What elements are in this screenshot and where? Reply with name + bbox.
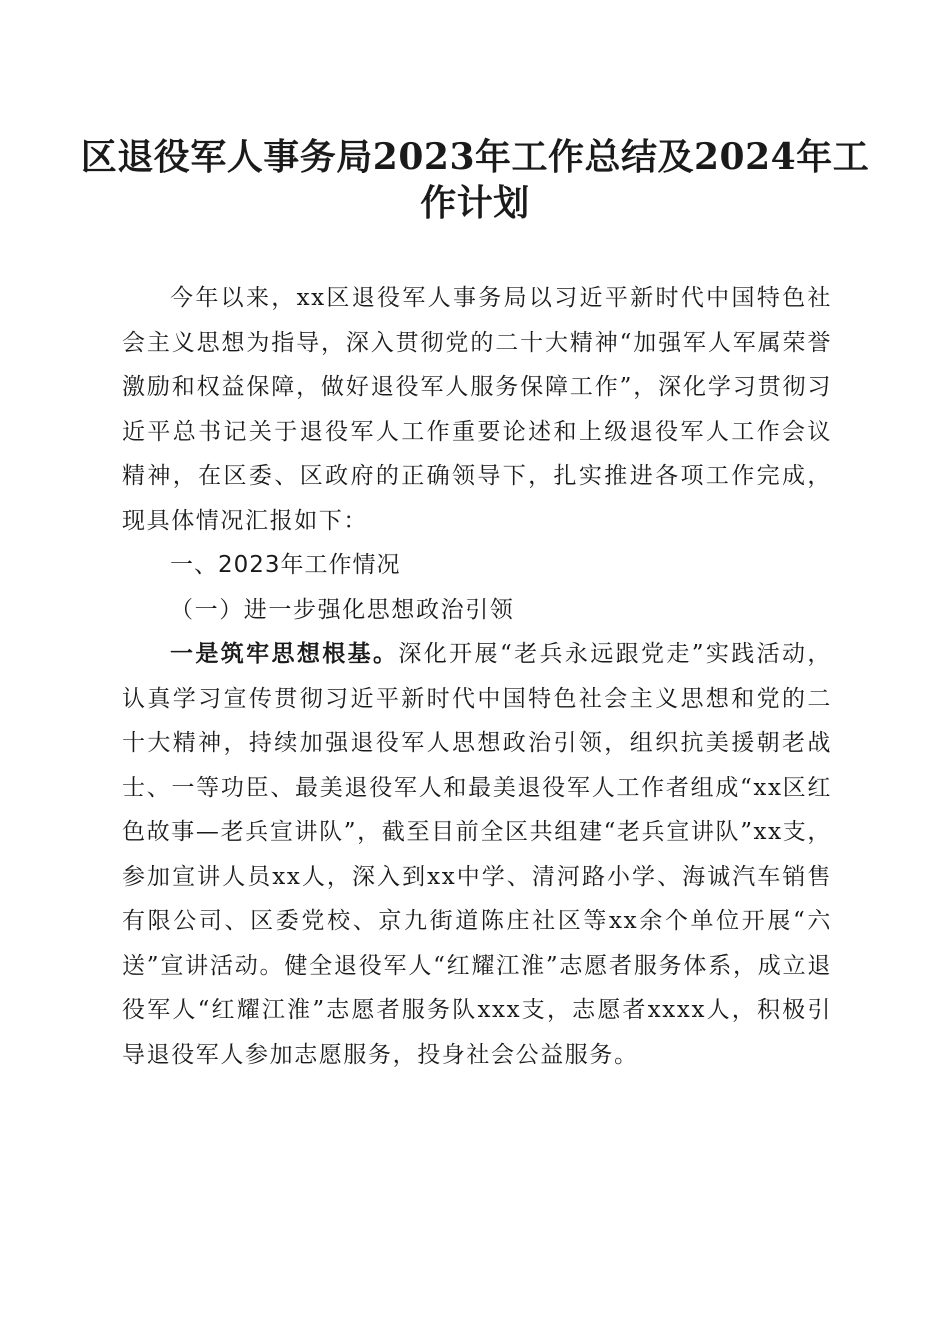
document-title: 区退役军人事务局2023年工作总结及2024年工作计划 <box>80 136 870 224</box>
paragraph-lead: 一是筑牢思想根基。 <box>170 640 399 667</box>
section-heading: 一、2023年工作情况 <box>170 552 401 578</box>
intro-paragraph: 今年以来，xx区退役军人事务局以习近平新时代中国特色社会主义思想为指导，深入贯彻党的二十大精神“加强军人军属荣誉激励和权益保障，做好退役军人服务保障工作”，深化学习贯彻习近平总书记关于退役军人工作重要论述和上级退役军人工作会议精神，在区委、区政府的正确领导下，扎实推进各项工作完成，现具体情况汇报如下： <box>122 285 832 534</box>
subsection-heading: （一）进一步强化思想政治引领 <box>170 596 515 623</box>
body-paragraph <box>122 632 832 1077</box>
paragraph-text: 深化开展“老兵永远跟党走”实践活动，认真学习宣传贯彻习近平新时代中国特色社会主义思想和党的二十大精神，持续加强退役军人思想政治引领，组织抗美援朝老战士、一等功臣、最美退役军人和最美退役军人工作者组成“xx区红色故事—老兵宣讲队”，截至目前全区共组建“老兵宣讲队”xx支，参加宣讲人员xx人，深入到xx中学、清河路小学、海诚汽车销售有限公司、区委党校、京九街道陈庄社区等xx余个单位开展“六送”宣讲活动。健全退役军人“红耀江淮”志愿者服务体系，成立退役军人“红耀江淮”志愿者服务队xxx支，志愿者xxxx人，积极引导退役军人参加志愿服务，投身社会公益服务。 <box>122 641 832 1068</box>
document-body <box>122 276 832 1077</box>
